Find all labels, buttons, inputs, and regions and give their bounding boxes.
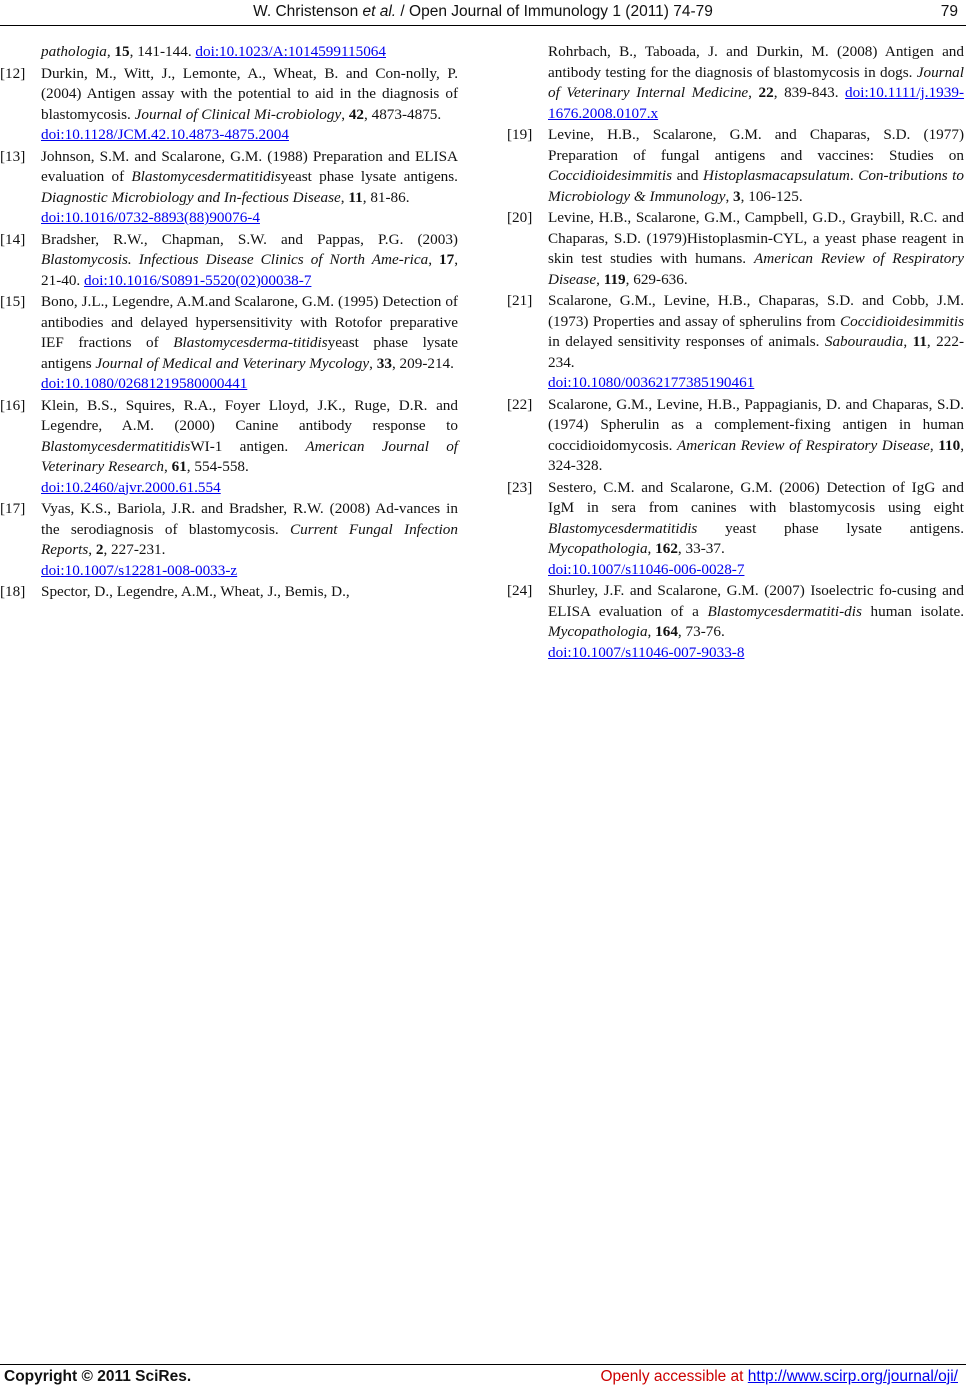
page-footer	[0, 1368, 966, 1388]
footer-rule	[0, 1364, 966, 1365]
reference-number: [16]	[0, 396, 26, 414]
reference-16: [16] Klein, B.S., Squires, R.A., Foyer Lloyd, J.K., Ruge, D.R. and Legendre, A.M. (2000) Canine antibody response to BlastomycesdermatitidisWI-1 antigen. American Journal of Veterinary Research, 61, 554-558. doi:10.2460/ajvr.2000.61.554	[0, 396, 459, 496]
reference-24: [24] Shurley, J.F. and Scalarone, G.M. (2007) Isoelectric fo-cusing and ELISA evaluation of a Blastomycesdermatiti-dis human isolate. Mycopathologia, 164, 73-76. doi:10.1007/s11046-007-9033-8	[507, 582, 964, 661]
doi-link[interactable]: doi:10.1016/S0891-5520(02)00038-7	[84, 271, 312, 289]
doi-link[interactable]: doi:10.1007/s12281-008-0033-z	[41, 561, 238, 579]
reference-14: [14] Bradsher, R.W., Chapman, S.W. and Pappas, P.G. (2003) Blastomycosis. Infectious Disease Clinics of North Ame-rica, 17, 21-40. doi:10.1016/S0891-5520(02)00038-7	[0, 230, 459, 289]
running-header	[0, 2, 966, 24]
reference-23: [23] Sestero, C.M. and Scalarone, G.M. (2006) Detection of IgG and IgM in sera from canines with blastomycosis using eight Blastomycesdermatitidis yeast phase lysate antigens. Mycopathologia, 162, 33-37. doi:10.1007/s11046-006-0028-7	[507, 478, 964, 578]
reference-number: [24]	[507, 582, 533, 599]
reference-number: [12]	[0, 64, 26, 82]
reference-number: [23]	[507, 478, 533, 496]
reference-17: [17] Vyas, K.S., Bariola, J.R. and Bradsher, R.W. (2008) Ad-vances in the serodiagnosis of blastomycosis. Current Fungal Infection Reports, 2, 227-231. doi:10.1007/s12281-008-0033-z	[0, 500, 458, 579]
header-rule	[0, 25, 966, 26]
reference-number: [17]	[0, 500, 26, 517]
reference-22: [22] Scalarone, G.M., Levine, H.B., Pappagianis, D. and Chaparas, S.D. (1974) Spherulin as a complement-fixing antigen in human coccidioidomycosis. American Review of Respiratory Disease, 110, 324-328.	[507, 395, 964, 474]
reference-12: [12] Durkin, M., Witt, J., Lemonte, A., Wheat, B. and Con-nolly, P. (2004) Antigen assay with the potential to aid in the diagnosis of blastomycosis. Journal of Clinical Mi-crobiology, 42, 4873-4875. doi:10.1128/JCM.42.10.4873-4875.2004	[0, 64, 458, 143]
reference-13: [13] Johnson, S.M. and Scalarone, G.M. (1988) Preparation and ELISA evaluation of Blastomycesdermatitidisyeast phase lysate antigens. Diagnostic Microbiology and In-fectious Disease, 11, 81-86. doi:10.1016/0732-8893(88)90076-4	[0, 147, 458, 226]
running-title: W. Christenson et al. / Open Journal of Immunology 1 (2011) 74-79	[253, 3, 713, 20]
reference-number: [14]	[0, 230, 26, 248]
doi-link[interactable]: doi:10.1128/JCM.42.10.4873-4875.2004	[41, 126, 289, 143]
page-number: 79	[940, 3, 958, 20]
reference-number: [21]	[507, 292, 533, 309]
doi-link[interactable]: doi:10.1007/s11046-007-9033-8	[548, 643, 745, 661]
reference-21: [21] Scalarone, G.M., Levine, H.B., Chaparas, S.D. and Cobb, J.M. (1973) Properties and assay of spherulins from Coccidioidesimmitis in delayed sensitivity responses of animals. Sabouraudia, 11, 222-234. doi:10.1080/00362177385190461	[507, 292, 964, 391]
copyright-notice: Copyright © 2011 SciRes.	[4, 1368, 192, 1385]
reference-18-continuation: Rohrbach, B., Taboada, J. and Durkin, M. (2008) Antigen and antibody testing for the diagnosis of blastomycosis in dogs. Journal of Veterinary Internal Medicine, 22, 839-843. doi:10.1111/j.1939-1676.2008.0107.x	[548, 43, 965, 122]
reference-20: [20] Levine, H.B., Scalarone, G.M., Campbell, G.D., Graybill, R.C. and Chaparas, S.D. (1979)Histoplasmin-CYL, a yeast phase reagent in skin test studies with humans. American Review of Respiratory Disease, 119, 629-636.	[507, 209, 965, 288]
doi-link[interactable]: doi:10.1016/0732-8893(88)90076-4	[41, 209, 260, 226]
doi-link[interactable]: doi:10.1080/00362177385190461	[548, 374, 755, 391]
reference-continuation: pathologia, 15, 141-144. doi:10.1023/A:1014599115064	[41, 43, 386, 60]
reference-number: [20]	[507, 209, 533, 226]
doi-link[interactable]: doi:10.1007/s11046-006-0028-7	[548, 560, 745, 578]
reference-18: [18] Spector, D., Legendre, A.M., Wheat, J., Bemis, D.,	[0, 582, 458, 603]
journal-link[interactable]: http://www.scirp.org/journal/oji/	[747, 1368, 958, 1385]
reference-15: [15] Bono, J.L., Legendre, A.M.and Scalarone, G.M. (1995) Detection of antibodies and delayed hypersensitivity with Rotofor preparative IEF fractions of Blastomycesderma-titidisyeast phase lysate antigens Journal of Medical and Veterinary Mycology, 33, 209-214. doi:10.1080/02681219580000441	[0, 293, 458, 392]
reference-number: [15]	[0, 293, 26, 310]
open-access-notice: Openly accessible at http://www.scirp.org/journal/oji/	[600, 1368, 958, 1385]
reference-number: [22]	[507, 395, 533, 413]
doi-link[interactable]: doi:10.2460/ajvr.2000.61.554	[41, 478, 221, 496]
doi-link[interactable]: doi:10.1111/j.1939-1676.2008.0107.x	[548, 84, 965, 122]
reference-19: [19] Levine, H.B., Scalarone, G.M. and Chaparas, S.D. (1977) Preparation of fungal antigens and vaccines: Studies on Coccidioidesimmitis and Histoplasmacapsulatum. Con-tributions to Microbiology & Immunology, 3, 106-125.	[507, 126, 965, 205]
left-column	[0, 42, 458, 604]
doi-link[interactable]: doi:10.1023/A:1014599115064	[195, 43, 386, 60]
reference-number: [18]	[0, 583, 26, 600]
doi-link[interactable]: doi:10.1080/02681219580000441	[41, 375, 248, 392]
right-column	[507, 42, 964, 664]
reference-number: [13]	[0, 147, 26, 165]
reference-number: [19]	[507, 126, 533, 143]
